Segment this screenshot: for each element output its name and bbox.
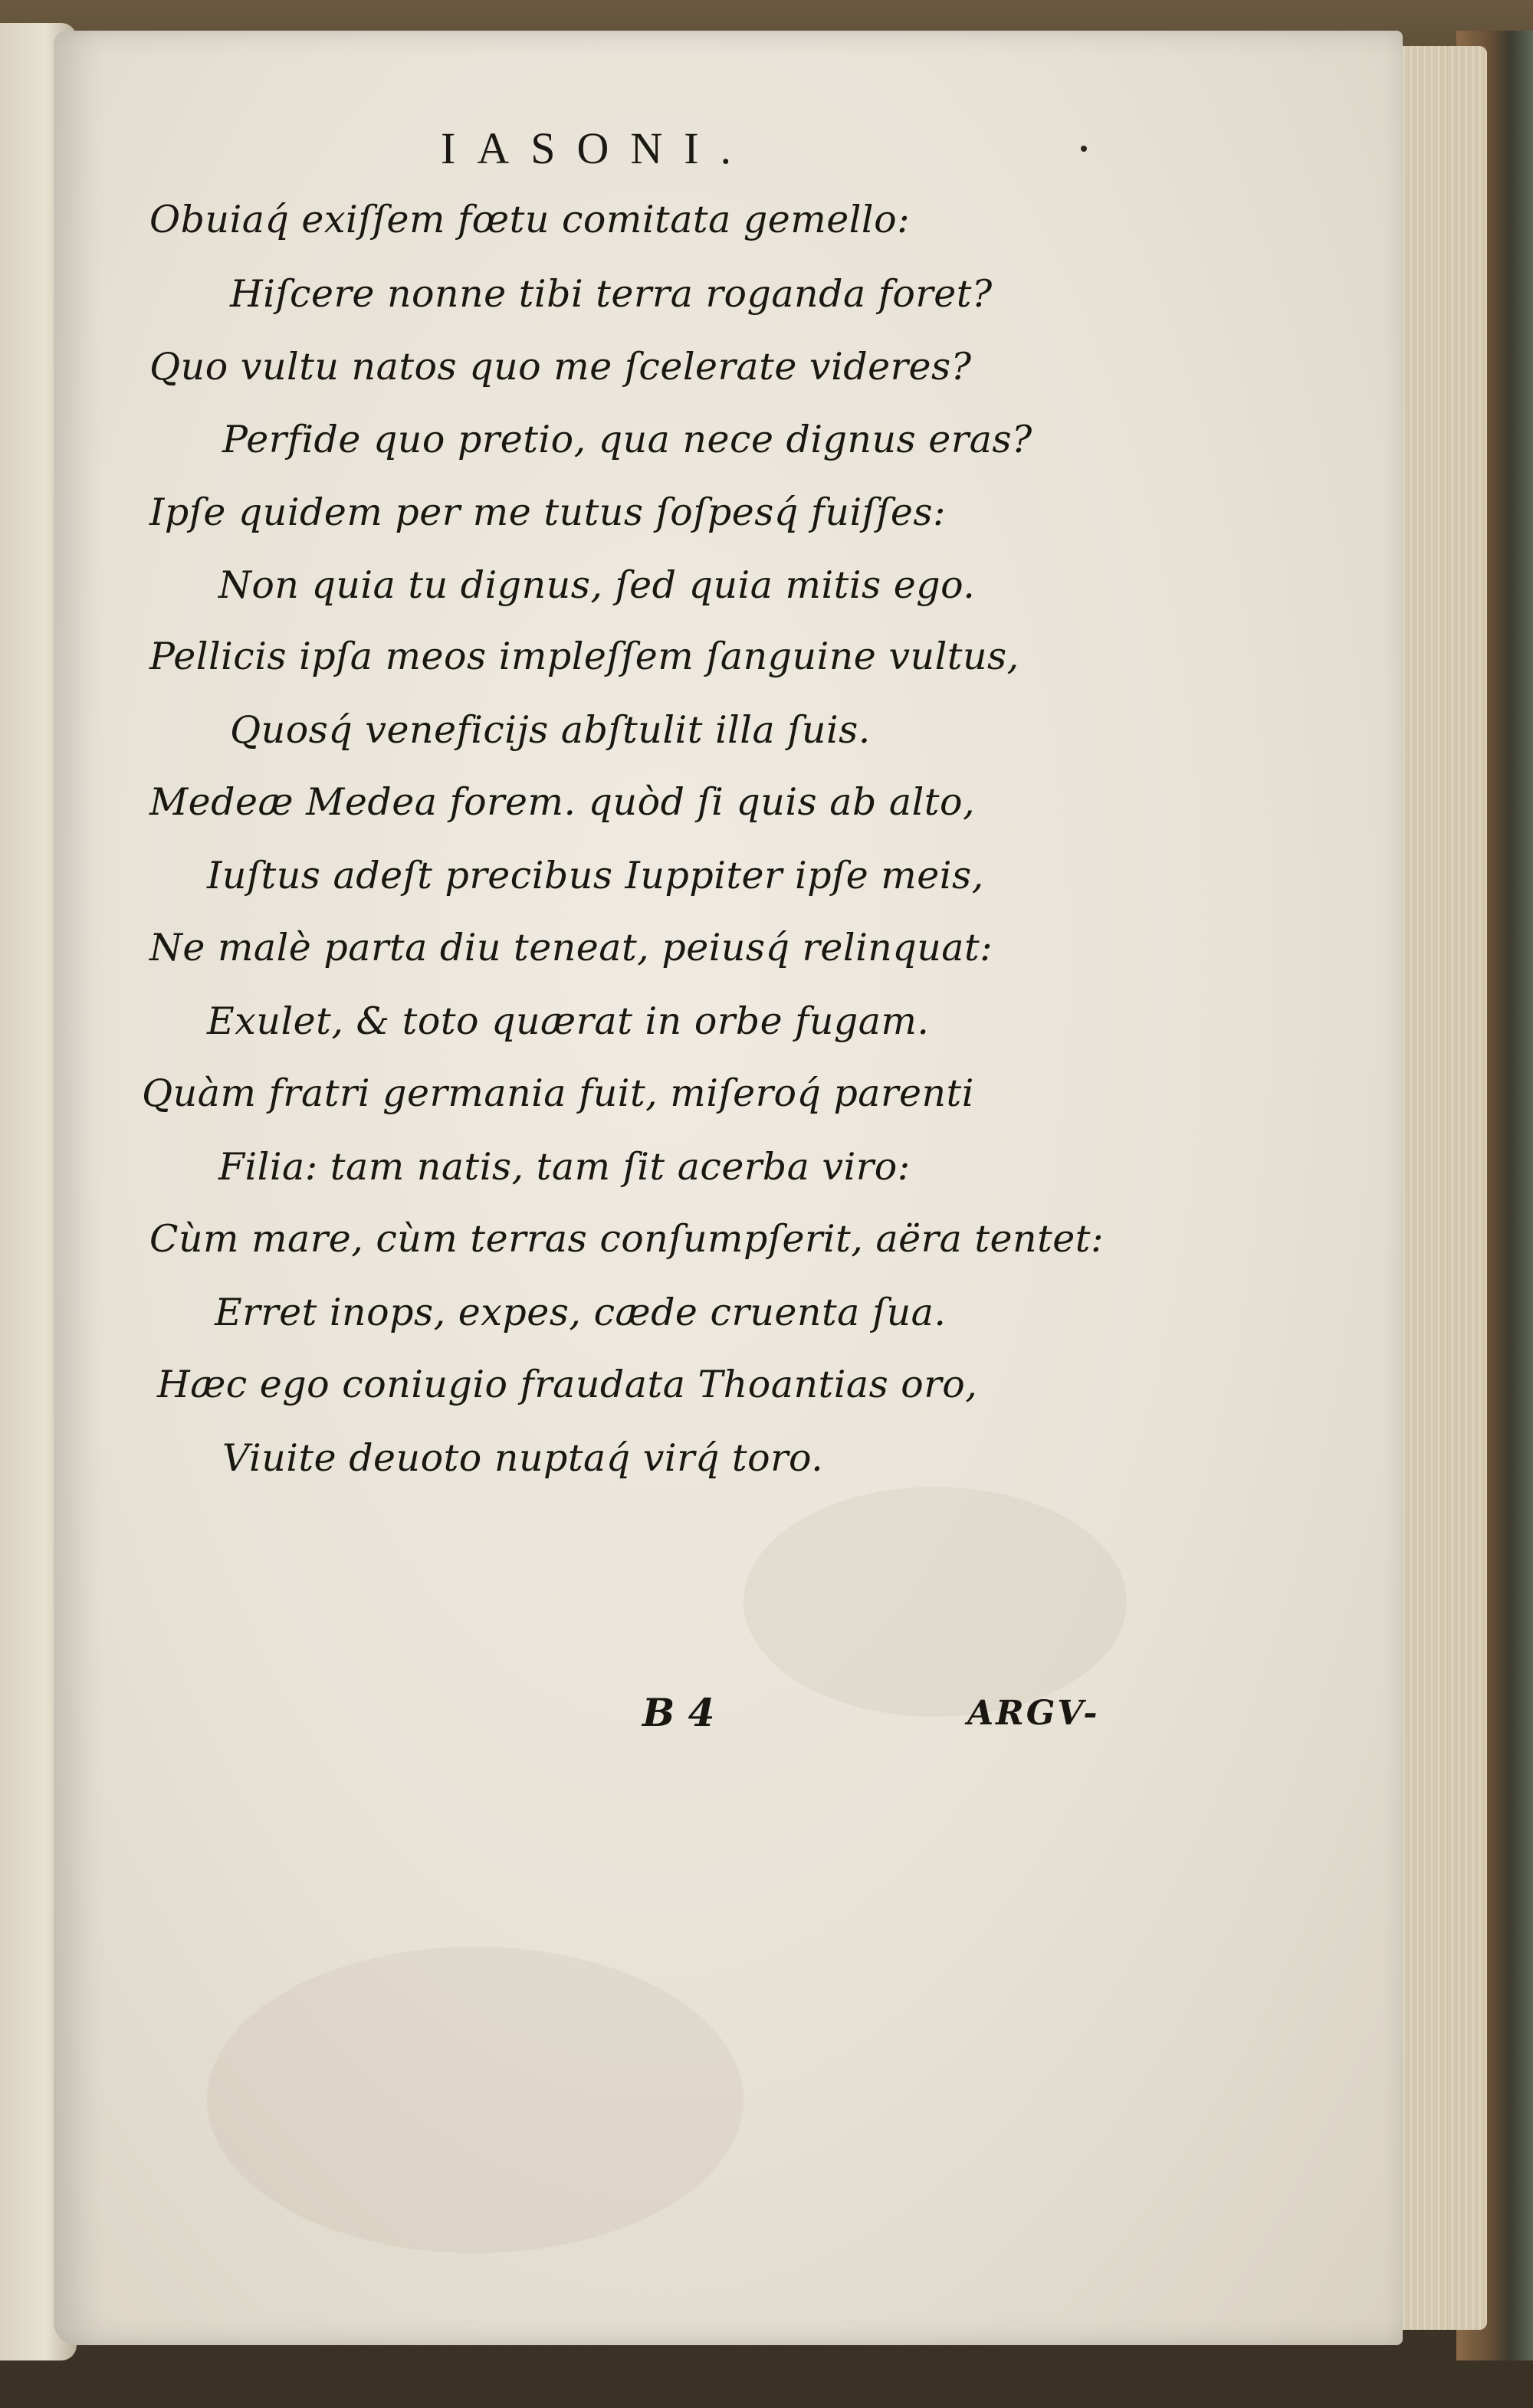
verse-line: Exulet, & toto quærat in orbe fugam.	[207, 999, 930, 1043]
verse-line: Non quia tu dignus, ſed quia mitis ego.	[218, 563, 976, 607]
verse-line: Quàm fratri germania fuit, miſeroq́ parenti	[142, 1071, 974, 1115]
verse-line: Filia: tam natis, tam ſit acerba viro:	[218, 1145, 911, 1189]
verse-line: Ne malè parta diu teneat, peiusq́ relinquat:	[149, 926, 993, 969]
verse-line: Erret inops, expes, cæde cruenta ſua.	[215, 1291, 947, 1334]
verse-line: Medeæ Medea forem. quòd ſi quis ab alto,	[149, 780, 976, 824]
verse-line: Pellicis ipſa meos impleſſem ſanguine vultus,	[149, 635, 1019, 678]
verse-line: Iuſtus adeſt precibus Iuppiter ipſe meis,	[207, 854, 984, 897]
verse-line: Cùm mare, cùm terras conſumpſerit, aëra tentet:	[149, 1217, 1105, 1261]
running-head: IASONI.	[441, 123, 753, 173]
verse-line: Ipſe quidem per me tutus ſoſpesq́ fuiſſes:	[149, 490, 947, 534]
verse-line: Viuite deuoto nuptaq́ virq́ toro.	[222, 1436, 824, 1480]
verse-line: Obuiaq́ exiſſem fœtu comitata gemello:	[149, 198, 911, 241]
verse-line: Hiſcere nonne tibi terra roganda foret?	[230, 272, 993, 316]
verse-line: Quosq́ veneficijs abſtulit illa ſuis.	[230, 708, 871, 752]
paper-stain	[207, 1947, 744, 2253]
catchword: ARGV-	[967, 1694, 1100, 1733]
verse-line: Perfide quo pretio, qua nece dignus eras?	[222, 418, 1032, 461]
verse-line: Quo vultu natos quo me ſcelerate videres?	[149, 345, 972, 389]
verse-line: Hæc ego coniugio fraudata Thoantias oro,	[157, 1363, 978, 1406]
ornament-dot	[1081, 146, 1087, 152]
paper-stain	[744, 1487, 1127, 1717]
signature-mark: B 4	[642, 1690, 715, 1735]
